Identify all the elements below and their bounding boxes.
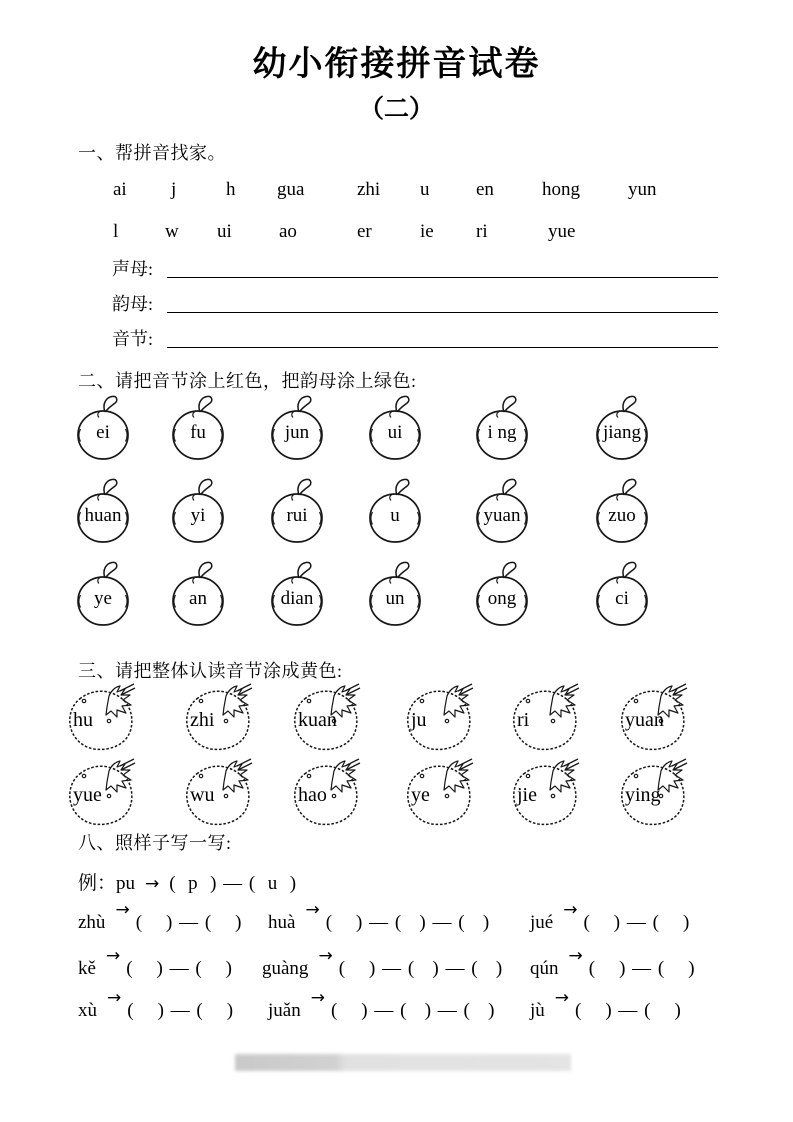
apple-label: i ng [487,422,517,443]
strawberry-label: yuan [625,709,664,731]
section8-heading: 八、照样子写一写: [78,833,232,853]
apple-label: huan [84,505,122,526]
apple-item [471,559,533,627]
syllable-word: xù [78,1000,97,1021]
strawberry-item [181,757,263,831]
apple-item [167,476,229,544]
strawberry-label: ri [517,709,530,731]
blank-pattern: ( ) — ( ) — ( ) [330,1000,496,1021]
apple-item [364,559,426,627]
decompose-item [262,946,504,980]
strawberry-item [508,757,590,831]
blank-pattern: ( ) — ( ) [588,958,696,979]
decompose-item [78,946,233,980]
strawberry-item [616,757,698,831]
arrow-right-icon: → [554,988,570,1008]
strawberry-label: kuan [298,709,337,731]
strawberry-item [289,757,371,831]
decompose-item [268,988,496,1022]
strawberry-label: yue [73,784,102,806]
strawberry-item [616,682,698,756]
arrow-right-icon: → [107,988,122,1008]
arrow-right-icon: → [145,874,160,894]
blank-pattern: ( ) — ( ) [575,1000,682,1021]
blank-pattern: ( ) — ( ) [126,958,233,979]
syllable-word: guàng [262,958,309,979]
label-yunmu: 韵母: [112,294,154,314]
apple-item [72,476,134,544]
pinyin-item: u [420,179,430,200]
strawberry-label: ying [625,784,661,806]
pinyin-item: yue [548,221,576,242]
apple-label: u [390,505,400,526]
page-subtitle: （二） [358,95,434,123]
strawberry-label: zhi [190,709,215,731]
apple-item [72,559,134,627]
pinyin-item: ie [420,221,434,242]
strawberry-label: jie [517,784,537,806]
syllable-word: qún [530,958,559,979]
pinyin-item: er [357,221,372,242]
strawberry-item [64,757,146,831]
apple-label: un [385,588,405,609]
pinyin-item: ai [113,179,127,200]
blank-pattern: ( ) — ( ) [583,912,691,933]
apple-label: ci [615,588,629,609]
apple-label: rui [286,505,308,526]
apple-label: zuo [608,505,636,526]
decompose-item [268,900,491,934]
blank-pattern: ( ) — ( ) — ( ) [338,958,504,979]
pinyin-item: zhi [357,179,381,200]
syllable-word: juǎn [268,1000,301,1021]
strawberry-label: hao [298,784,327,806]
label-yinjie: 音节: [112,329,154,349]
pinyin-item: ri [476,221,488,242]
pinyin-item: gua [277,179,305,200]
apple-item [266,559,328,627]
blank-pattern: ( ) — ( ) [135,912,243,933]
example-word: pu [116,873,136,894]
apple-label: dian [280,588,314,609]
apple-item [471,393,533,461]
apple-item [266,393,328,461]
example-label: 例： [78,873,117,894]
apple-label: an [189,588,207,609]
strawberry-label: hu [73,709,93,731]
apple-label: jiang [603,422,641,443]
section3-heading: 三、请把整体认读音节涂成黄色: [78,661,343,681]
apple-item [591,476,653,544]
decompose-item [78,988,235,1022]
strawberry-item [181,682,263,756]
strawberry-item [402,757,484,831]
apple-label: ui [387,422,403,443]
syllable-word: jù [530,1000,545,1021]
arrow-right-icon: → [305,900,320,920]
example-blanks: ( p ) — ( u ) [169,873,298,894]
strawberry-item [508,682,590,756]
pinyin-item: l [113,221,119,242]
arrow-right-icon: → [115,900,130,920]
pinyin-item: ao [279,221,297,242]
apple-label: ong [487,588,517,609]
decompose-item [530,946,696,980]
apple-item [167,393,229,461]
section2-heading: 二、请把音节涂上红色，把韵母涂上绿色: [78,371,417,391]
syllable-word: huà [268,912,296,933]
pinyin-item: hong [542,179,580,200]
pinyin-item: yun [628,179,657,200]
apple-item [167,559,229,627]
blank-line-yinjie [167,347,718,348]
arrow-right-icon: → [318,946,333,966]
example-line [78,868,297,895]
decompose-item [530,900,691,934]
pinyin-item: j [171,179,177,200]
arrow-right-icon: → [105,946,121,966]
arrow-right-icon: → [563,900,578,920]
decompose-item [530,988,682,1022]
blank-line-shengmu [167,277,718,278]
apple-label: fu [190,422,206,443]
blank-pattern: ( ) — ( ) [127,1000,235,1021]
apple-item [266,476,328,544]
pinyin-item: en [476,179,494,200]
apple-label: yuan [483,505,521,526]
blank-pattern: ( ) — ( ) — ( ) [325,912,491,933]
apple-item [72,393,134,461]
strawberry-label: ju [411,709,427,731]
strawberry-item [289,682,371,756]
strawberry-item [64,682,146,756]
section1-heading: 一、帮拼音找家。 [78,143,226,163]
apple-item [364,476,426,544]
blank-line-yunmu [167,312,718,313]
syllable-word: jué [530,912,554,933]
pinyin-item: ui [217,221,232,242]
apple-item [471,476,533,544]
decompose-item [78,900,243,934]
syllable-word: zhù [78,912,106,933]
apple-label: jun [284,422,310,443]
page-title: 幼小衔接拼音试卷 [252,45,541,83]
pinyin-item: h [226,179,236,200]
apple-label: ei [96,422,110,443]
apple-label: ye [94,588,112,609]
watermark-redaction [235,1054,571,1071]
strawberry-item [402,682,484,756]
apple-item [591,393,653,461]
apple-item [591,559,653,627]
strawberry-label: wu [190,784,215,806]
arrow-right-icon: → [568,946,583,966]
pinyin-item: w [165,221,179,242]
arrow-right-icon: → [310,988,325,1008]
strawberry-label: ye [411,784,430,806]
apple-item [364,393,426,461]
syllable-word: kě [78,958,96,979]
label-shengmu: 声母: [112,259,154,279]
apple-label: yi [190,505,206,526]
